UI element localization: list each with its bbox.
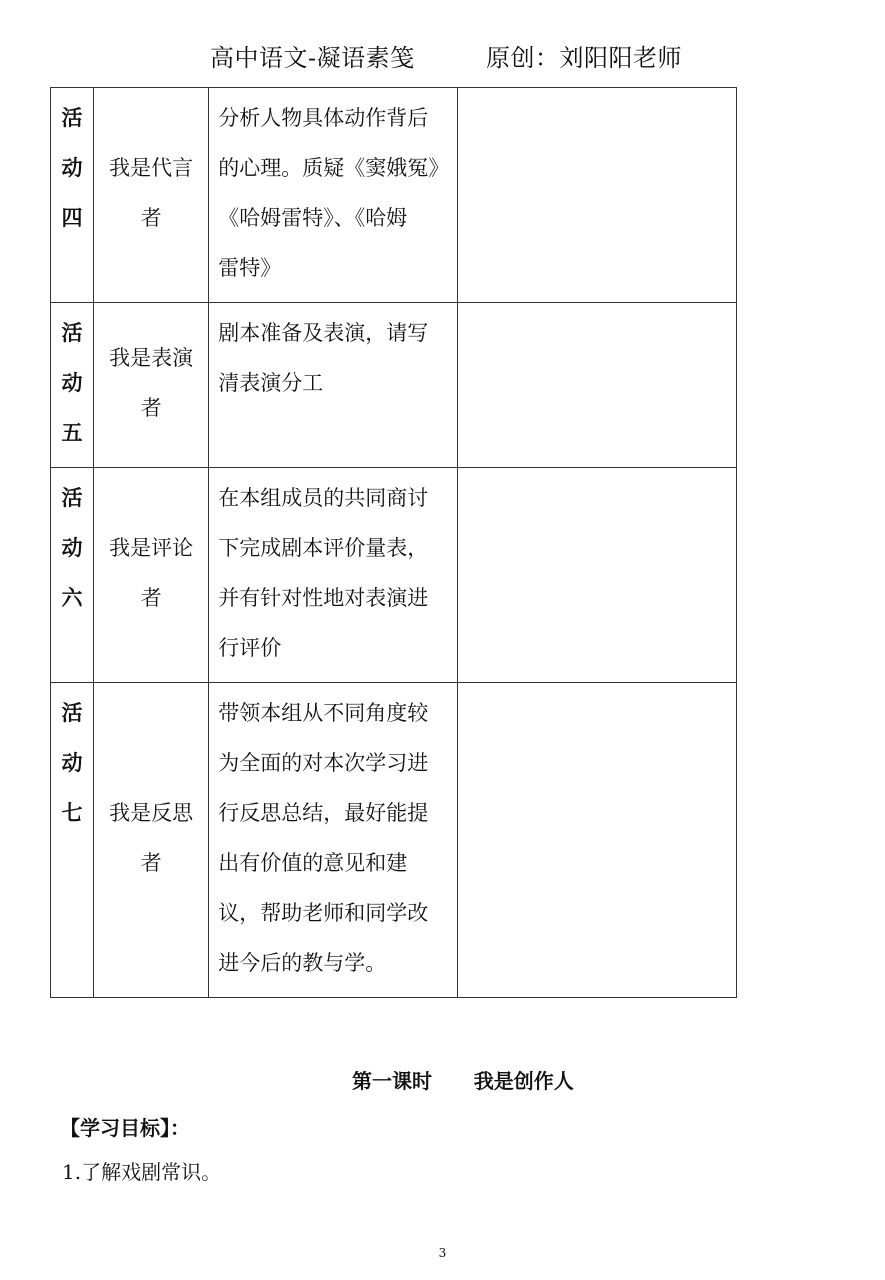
activity-table <box>50 87 737 998</box>
activity-description: 带领本组从不同角度较 为全面的对本次学习进 行反思总结，最好能提 出有价值的意见和建 议，帮助老师和同学改 进今后的教与学。 <box>209 683 457 998</box>
lesson-heading <box>352 1065 574 1094</box>
lesson-subtitle: 我是创作人 <box>473 1069 574 1093</box>
activity-role: 我是评论 者 <box>94 468 209 683</box>
activity-number: 活 动 七 <box>51 683 94 998</box>
activity-description: 在本组成员的共同商讨 下完成剧本评价量表， 并有针对性地对表演进 行评价 <box>209 468 457 683</box>
activity-number: 活 动 五 <box>51 303 94 468</box>
activity-number: 活 动 四 <box>51 88 94 303</box>
page-header <box>0 38 885 78</box>
activity-blank-cell <box>457 468 736 683</box>
objectives-label: 【学习目标】： <box>60 1116 190 1140</box>
activity-description: 剧本准备及表演，请写 清表演分工 <box>209 303 457 468</box>
activity-blank-cell <box>457 88 736 303</box>
header-author: 原创：刘阳阳老师 <box>486 44 682 72</box>
page-number: 3 <box>438 1246 447 1260</box>
activity-blank-cell <box>457 303 736 468</box>
table-row <box>51 468 737 683</box>
lesson-title: 第一课时 <box>352 1069 432 1093</box>
header-course-title: 高中语文-凝语素笺 <box>210 44 415 72</box>
activity-blank-cell <box>457 683 736 998</box>
table-row <box>51 683 737 998</box>
activity-number: 活 动 六 <box>51 468 94 683</box>
activity-description: 分析人物具体动作背后 的心理。质疑《窦娥冤》 《哈姆雷特》、《哈姆 雷特》 <box>209 88 457 303</box>
activity-role: 我是反思 者 <box>94 683 209 998</box>
activity-role: 我是代言 者 <box>94 88 209 303</box>
objective-item: 1.了解戏剧常识。 <box>62 1160 222 1184</box>
table-row <box>51 88 737 303</box>
table-row <box>51 303 737 468</box>
activity-role: 我是表演 者 <box>94 303 209 468</box>
